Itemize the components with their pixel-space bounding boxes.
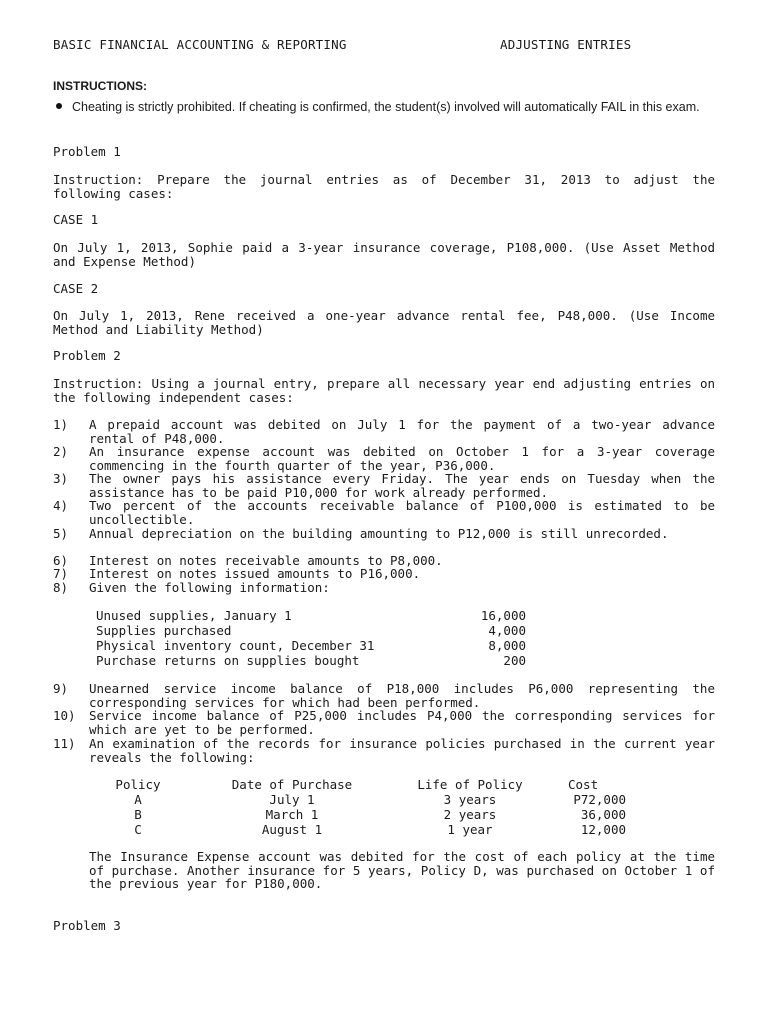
supplies-label: Unused supplies, January 1 <box>96 608 292 623</box>
item-text: The owner pays his assistance every Friday. The year ends on Tuesday when the assistance has to be paid P10,000 for work already performed. <box>89 471 715 500</box>
item-number: 3) <box>53 471 69 486</box>
policy-header-life: Life of Policy <box>417 777 523 792</box>
item-text: Two percent of the accounts receivable balance of P100,000 is estimated to be uncollectible. <box>89 498 715 527</box>
policy-cell: 36,000 <box>580 807 626 822</box>
supplies-label: Purchase returns on supplies bought <box>96 653 360 668</box>
item-number: 11) <box>53 736 76 751</box>
supplies-value: 4,000 <box>488 623 526 638</box>
instructions-bullet-text: Cheating is strictly prohibited. If cheating is confirmed, the student(s) involved will automatically FAIL in this exam. <box>72 100 700 114</box>
item-number: 2) <box>53 444 69 459</box>
insurance-note: The Insurance Expense account was debited for the cost of each policy at the time of purchase. Another insurance for 5 years, Policy D, was purchased on October 1 of the previous year for P180,000. <box>89 849 715 892</box>
item-number: 7) <box>53 566 69 581</box>
item-text: Service income balance of P25,000 includes P4,000 the corresponding services for which are yet to be performed. <box>89 708 715 737</box>
policy-header-policy: Policy <box>115 777 161 792</box>
instructions-heading: INSTRUCTIONS: <box>53 79 147 93</box>
case1-text: On July 1, 2013, Sophie paid a 3-year insurance coverage, P108,000. (Use Asset Method and Expense Method) <box>53 240 715 269</box>
case1-title: CASE 1 <box>53 212 99 227</box>
policy-cell: C <box>134 822 142 837</box>
bullet-icon <box>56 103 62 109</box>
policy-cell: A <box>134 792 142 807</box>
item-text: Unearned service income balance of P18,000 includes P6,000 representing the corresponding services for which had been performed. <box>89 681 715 710</box>
problem1-title: Problem 1 <box>53 144 121 159</box>
policy-cell: 2 years <box>443 807 497 822</box>
policy-cell: 1 year <box>447 822 493 837</box>
item-text: Annual depreciation on the building amounting to P12,000 is still unrecorded. <box>89 526 669 541</box>
policy-cell: July 1 <box>269 792 315 807</box>
policy-cell: B <box>134 807 142 822</box>
header-course-title: BASIC FINANCIAL ACCOUNTING & REPORTING <box>53 37 347 52</box>
case2-title: CASE 2 <box>53 281 99 296</box>
item-text: A prepaid account was debited on July 1 for the payment of a two-year advance rental of P48,000. <box>89 417 715 446</box>
policy-cell: 12,000 <box>580 822 626 837</box>
item-number: 9) <box>53 681 69 696</box>
item-text: Interest on notes issued amounts to P16,000. <box>89 566 421 581</box>
item-text: Interest on notes receivable amounts to P8,000. <box>89 553 443 568</box>
item-number: 10) <box>53 708 76 723</box>
policy-cell: March 1 <box>265 807 319 822</box>
header-topic-title: ADJUSTING ENTRIES <box>500 37 632 52</box>
item-number: 1) <box>53 417 69 432</box>
item-number: 8) <box>53 580 69 595</box>
policy-header-date: Date of Purchase <box>231 777 353 792</box>
policy-cell: P72,000 <box>573 792 626 807</box>
policy-cell: August 1 <box>261 822 323 837</box>
problem2-instruction: Instruction: Using a journal entry, prepare all necessary year end adjusting entries on the following independent cases: <box>53 376 715 405</box>
item-number: 5) <box>53 526 69 541</box>
supplies-value: 200 <box>503 653 526 668</box>
supplies-label: Supplies purchased <box>96 623 232 638</box>
item-text: Given the following information: <box>89 580 330 595</box>
supplies-value: 8,000 <box>488 638 526 653</box>
case2-text: On July 1, 2013, Rene received a one-year advance rental fee, P48,000. (Use Income Method and Liability Method) <box>53 308 715 337</box>
supplies-value: 16,000 <box>480 608 526 623</box>
item-text: An insurance expense account was debited on October 1 for a 3-year coverage commencing in the fourth quarter of the year, P36,000. <box>89 444 715 473</box>
policy-header-cost: Cost <box>568 777 599 792</box>
supplies-label: Physical inventory count, December 31 <box>96 638 375 653</box>
item-text: An examination of the records for insurance policies purchased in the current year reveals the following: <box>89 736 715 765</box>
item-number: 4) <box>53 498 69 513</box>
policy-cell: 3 years <box>443 792 497 807</box>
item-number: 6) <box>53 553 69 568</box>
problem2-title: Problem 2 <box>53 348 121 363</box>
problem1-instruction: Instruction: Prepare the journal entries as of December 31, 2013 to adjust the following cases: <box>53 172 715 201</box>
problem3-title: Problem 3 <box>53 918 121 933</box>
